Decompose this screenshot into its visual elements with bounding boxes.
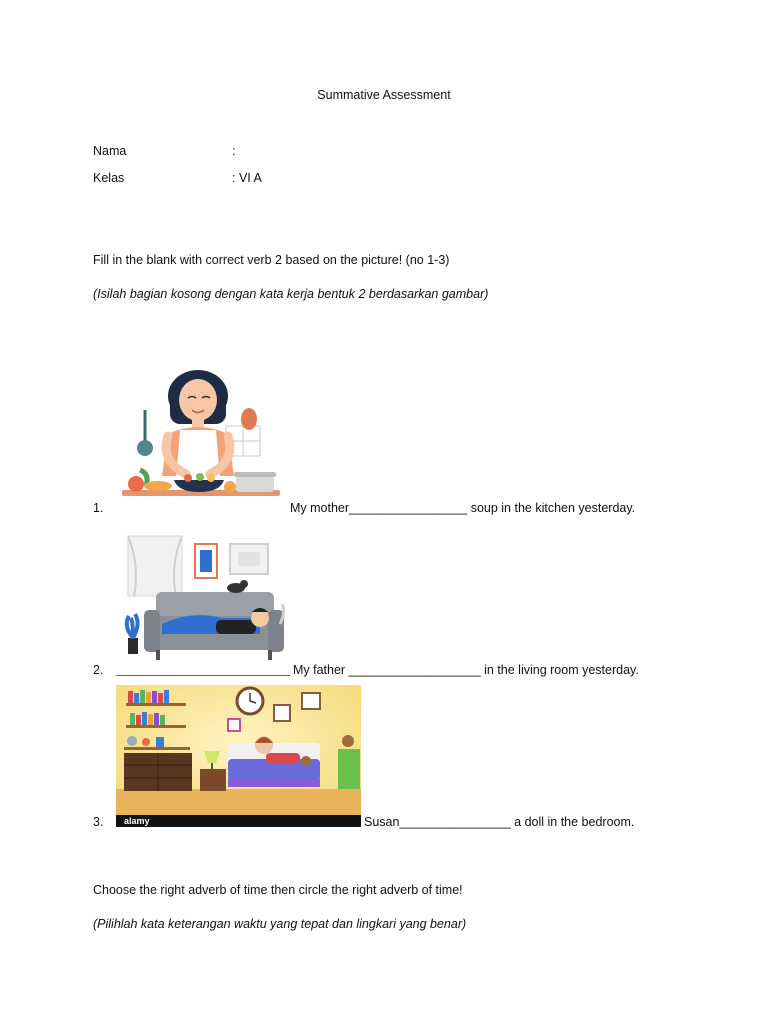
question-2-number: 2. xyxy=(93,663,104,677)
page-title: Summative Assessment xyxy=(317,88,451,102)
field-value-nama: : xyxy=(232,144,236,158)
alamy-watermark: alamy xyxy=(124,816,150,826)
question-1-text: My mother_________________ soup in the kitchen yesterday. xyxy=(290,501,636,515)
girl-playing-on-bed-illustration xyxy=(116,685,361,827)
question-3-number: 3. xyxy=(93,815,104,829)
field-value-kelas: : VI A xyxy=(232,171,262,185)
woman-cooking-illustration xyxy=(118,366,283,499)
section1-instruction-translation: (Isilah bagian kosong dengan kata kerja bentuk 2 berdasarkan gambar) xyxy=(93,287,489,301)
question-1-number: 1. xyxy=(93,501,104,515)
question-3-text: Susan________________ a doll in the bedroom. xyxy=(364,815,635,829)
question-2-text: My father ___________________ in the living room yesterday. xyxy=(293,663,639,677)
picture-2-underline xyxy=(116,675,290,676)
field-label-nama: Nama xyxy=(93,144,127,158)
section2-instruction: Choose the right adverb of time then circle the right adverb of time! xyxy=(93,883,463,897)
field-label-kelas: Kelas xyxy=(93,171,125,185)
man-sleeping-on-sofa-illustration xyxy=(118,532,288,665)
section2-instruction-translation: (Pilihlah kata keterangan waktu yang tepat dan lingkari yang benar) xyxy=(93,917,467,931)
section1-instruction: Fill in the blank with correct verb 2 based on the picture! (no 1-3) xyxy=(93,253,450,267)
